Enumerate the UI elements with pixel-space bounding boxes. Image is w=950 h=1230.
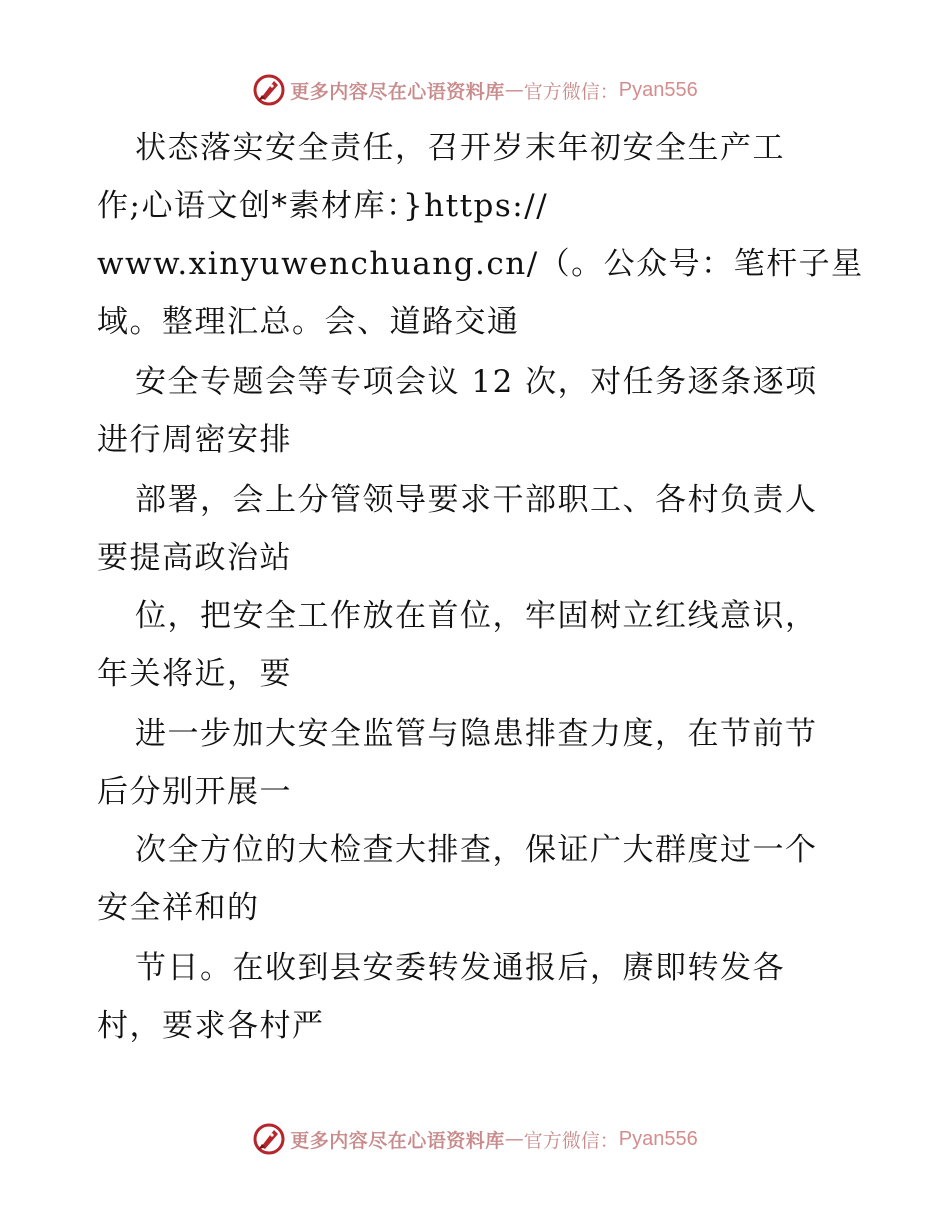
banner-wechat-label: 官方微信： xyxy=(523,1129,619,1152)
body-line: 状态落实安全责任，召开岁末年初安全生产工 xyxy=(135,130,785,166)
body-line: www.xinyuwenchuang.cn/（。公众号：笔杆子星 xyxy=(97,246,864,282)
pen-nib-logo-icon xyxy=(252,1122,286,1156)
body-line: 年关将近，要 xyxy=(97,656,292,692)
body-line: 作;心语文创*素材库：}https:// xyxy=(97,188,549,224)
body-line: 要提高政治站 xyxy=(97,540,292,576)
body-line: 部署，会上分管领导要求干部职工、各村负责人 xyxy=(135,482,818,518)
body-line: 村，要求各村严 xyxy=(97,1008,325,1044)
body-line: 安全祥和的 xyxy=(97,890,260,926)
banner-wechat-id: Pyan556 xyxy=(618,1127,698,1150)
body-line: 进一步加大安全监管与隐患排查力度，在节前节 xyxy=(135,716,818,752)
header-banner xyxy=(0,70,950,110)
footer-banner xyxy=(0,1119,950,1159)
banner-wechat-label: 官方微信： xyxy=(523,80,619,103)
body-line: 后分别开展一 xyxy=(97,774,292,810)
body-line: 安全专题会等专项会议 12 次，对任务逐条逐项 xyxy=(135,364,818,400)
banner-dash: — xyxy=(504,79,524,101)
body-line: 位，把安全工作放在首位，牢固树立红线意识， xyxy=(135,598,818,634)
body-line: 域。整理汇总。会、道路交通 xyxy=(97,304,520,340)
body-line: 次全方位的大检查大排查，保证广大群度过一个 xyxy=(135,832,818,868)
banner-slogan: 更多内容尽在心语资料库 xyxy=(290,80,505,103)
pen-nib-logo-icon xyxy=(252,73,286,107)
body-line: 进行周密安排 xyxy=(97,422,292,458)
body-line: 节日。在收到县安委转发通报后，赓即转发各 xyxy=(135,950,785,986)
banner-slogan: 更多内容尽在心语资料库 xyxy=(290,1129,505,1152)
banner-wechat-id: Pyan556 xyxy=(618,78,698,101)
banner-dash: — xyxy=(504,1128,524,1150)
